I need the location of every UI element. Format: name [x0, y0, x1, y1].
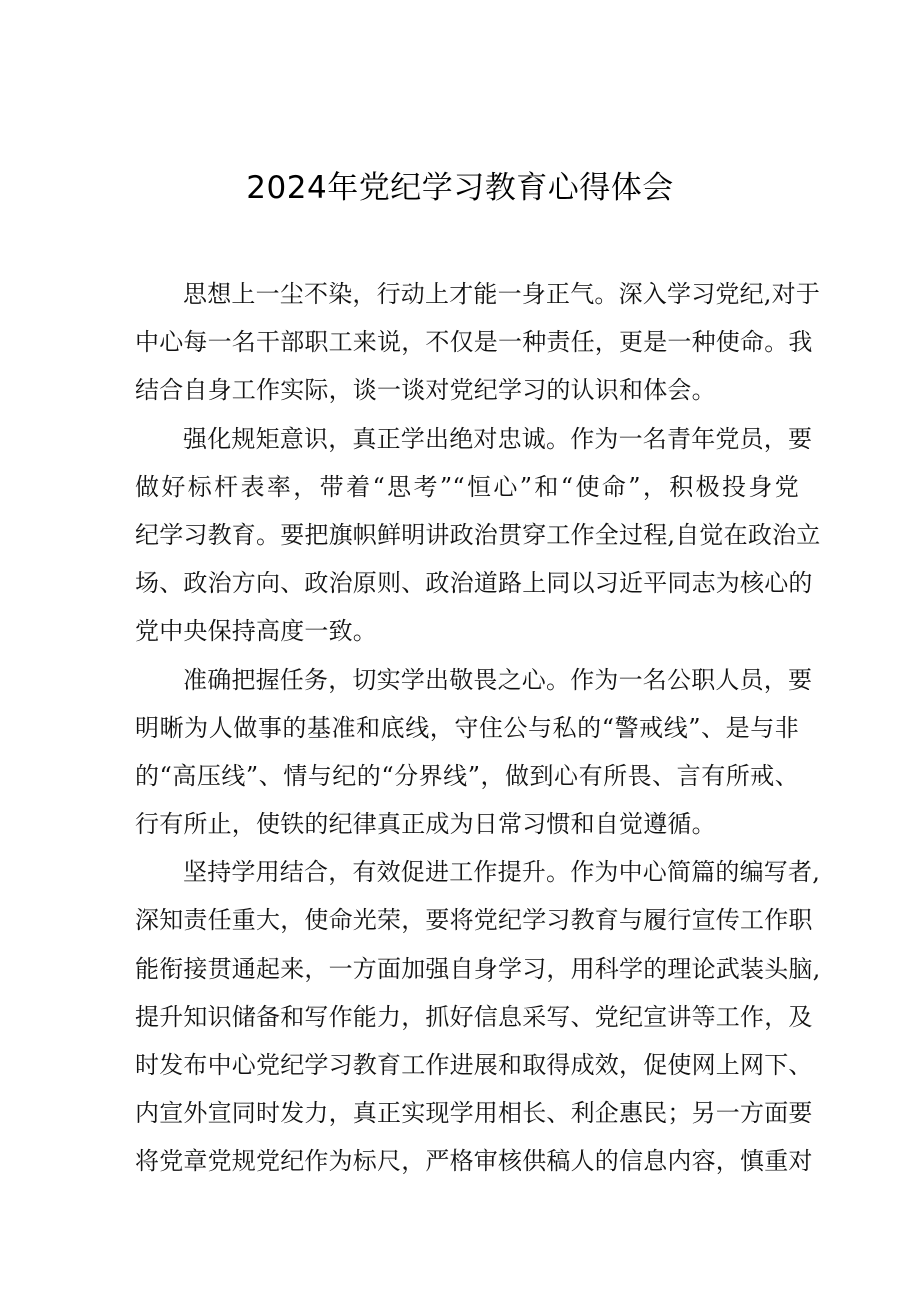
text-line: 党中央保持高度一致。	[135, 617, 377, 646]
paragraph-2	[135, 415, 821, 656]
text-line: 时发布中心党纪学习教育工作进展和取得成效，促使网上网下、	[135, 1051, 813, 1079]
text-line: 明晰为人做事的基准和底线，守住公与私的“警戒线”、是与非	[135, 713, 799, 742]
paragraph-3	[135, 656, 813, 849]
text-line: 内宣外宣同时发力，真正实现学用相长、利企惠民；另一方面要	[135, 1099, 813, 1128]
text-line: 场、政治方向、政治原则、政治道路上同以习近平同志为核心的	[135, 569, 813, 598]
text-line: 中心每一名干部职工来说，不仅是一种责任，更是一种使命。我	[135, 328, 813, 357]
text-line: 准确把握任务，切实学出敬畏之心。作为一名公职人员，要	[183, 665, 813, 694]
document-title: 2024年党纪学习教育心得体会	[246, 170, 674, 206]
text-line: 强化规矩意识，真正学出绝对忠诚。作为一名青年党员，要	[183, 424, 813, 453]
paragraph-1	[135, 270, 821, 415]
document-body	[135, 270, 821, 1186]
text-line: 坚持学用结合，有效促进工作提升。作为中心简篇的编写者,	[183, 858, 821, 887]
text-line: 行有所止，使铁的纪律真正成为日常习惯和自觉遵循。	[135, 810, 716, 839]
paragraph-4	[135, 848, 821, 1185]
text-line: 提升知识储备和写作能力，抓好信息采写、党纪宣讲等工作，及	[135, 1002, 813, 1031]
text-line: 的“高压线”、情与纪的“分界线”，做到心有所畏、言有所戒、	[135, 761, 799, 790]
text-line: 纪学习教育。要把旗帜鲜明讲政治贯穿工作全过程,自觉在政治立	[135, 520, 821, 549]
text-line: 能衔接贯通起来，一方面加强自身学习，用科学的理论武装头脑,	[135, 954, 821, 983]
text-line: 思想上一尘不染，行动上才能一身正气。深入学习党纪,对于	[183, 280, 821, 308]
text-line: 深知责任重大，使命光荣，要将党纪学习教育与履行宣传工作职	[135, 906, 813, 935]
text-line: 结合自身工作实际，谈一谈对党纪学习的认识和体会。	[135, 376, 716, 405]
text-line: 做好标杆表率，带着“思考”“恒心”和“使命”，积极投身党	[135, 472, 799, 501]
text-line: 将党章党规党纪作为标尺，严格审核供稿人的信息内容，慎重对	[135, 1147, 813, 1176]
